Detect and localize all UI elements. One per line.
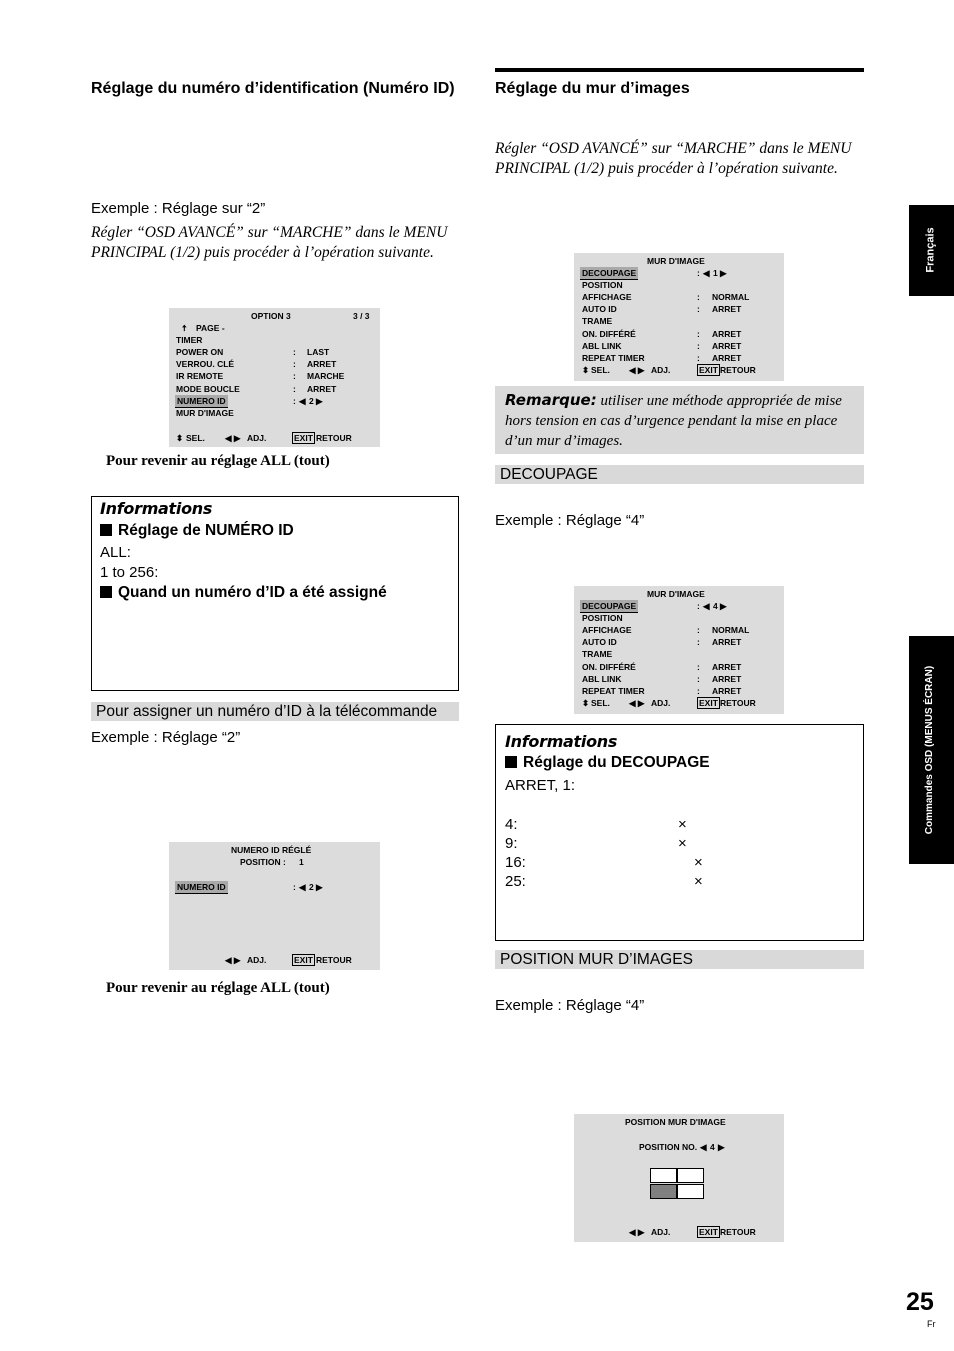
osd-position-value: 1 <box>299 857 304 867</box>
info-title: Informations <box>505 732 618 751</box>
osd-item-value: ARRET <box>712 637 742 647</box>
info-box-decoupage <box>495 724 864 941</box>
osd-item-value: ARRET <box>712 662 742 672</box>
info-box-numero-id <box>91 496 459 691</box>
osd-item-label-selected: DECOUPAGE <box>580 267 638 280</box>
bullet-square-icon <box>100 524 112 536</box>
osd-title: POSITION MUR D'IMAGE <box>625 1117 726 1127</box>
osd-adj: ADJ. <box>651 365 671 375</box>
arrow-right-icon: ▶ <box>720 268 727 278</box>
osd-mur-image-screen-1: MUR D'IMAGE DECOUPAGE : ◀ 1 ▶ POSITION AFFICHAGE : NORMAL AUTO ID : ARRET TRAME ON. DIFFÉRÉ : ARRET ABL LINK : ARRET REPEAT TIMER : ARRET ⬍ SEL. ◀ ▶ ADJ. EXIT RETOUR <box>574 253 784 381</box>
arrow-right-icon: ▶ <box>720 601 727 611</box>
osd-numero-id-screen: NUMERO ID RÉGLÉ POSITION : 1 NUMERO ID : ◀ 2 ▶ ◀ ▶ ADJ. EXIT RETOUR <box>169 842 380 970</box>
section-bar-position: POSITION MUR D’IMAGES <box>495 950 864 969</box>
bullet-square-icon <box>100 586 112 598</box>
osd-item-label: MODE BOUCLE <box>176 384 240 394</box>
osd-item-value: ARRET <box>712 686 742 696</box>
info-row-label: 16: <box>505 854 526 871</box>
osd-item-value: NORMAL <box>712 292 750 302</box>
up-down-icon: ⬍ <box>582 698 590 708</box>
return-all-note-1: Pour revenir au réglage ALL (tout) <box>106 453 330 469</box>
osd-item-label: ABL LINK <box>582 674 622 684</box>
section-bar-assign-id: Pour assigner un numéro d’ID à la télécommande <box>91 702 459 721</box>
arrow-right-icon: ▶ <box>718 1142 725 1152</box>
osd-item-value: ARRET <box>712 674 742 684</box>
osd-item-label: REPEAT TIMER <box>582 686 645 696</box>
remarque-text: Remarque: utiliser une méthode appropriée de mise hors tension en cas d’urgence pendant la mise en place d’un mur d’images. <box>505 391 842 449</box>
osd-retour: RETOUR <box>316 433 352 443</box>
osd-item-label-selected: NUMERO ID <box>175 881 228 894</box>
return-all-note-2: Pour revenir au réglage ALL (tout) <box>106 980 330 996</box>
left-heading: Réglage du numéro d’identification (Numéro ID) <box>91 80 455 97</box>
info-title: Informations <box>100 499 213 518</box>
top-rule <box>495 68 864 72</box>
osd-exit: EXIT <box>294 955 313 965</box>
osd-exit: EXIT <box>699 698 718 708</box>
wall-cell-2 <box>677 1168 704 1183</box>
osd-item-label: ON. DIFFÉRÉ <box>582 329 636 339</box>
wall-cell-4 <box>677 1184 704 1199</box>
osd-adj: ADJ. <box>651 698 671 708</box>
osd-item-value: 4 <box>713 601 718 611</box>
arrow-left-right-icon: ◀ ▶ <box>225 955 241 965</box>
osd-item-label: REPEAT TIMER <box>582 353 645 363</box>
osd-item-label: ON. DIFFÉRÉ <box>582 662 636 672</box>
info-item-2: Quand un numéro d’ID a été assigné <box>100 584 387 602</box>
osd-item-value: ARRET <box>307 384 337 394</box>
osd-item-label: POSITION <box>582 613 623 623</box>
left-example-1: Exemple : Réglage sur “2” <box>91 200 266 217</box>
info-row-mark: × <box>694 873 703 890</box>
right-example-3: Exemple : Réglage “4” <box>495 512 645 529</box>
osd-item-label: POWER ON <box>176 347 224 357</box>
wall-cell-3-selected <box>650 1184 677 1199</box>
osd-title: MUR D'IMAGE <box>647 589 705 599</box>
osd-item-label: IR REMOTE <box>176 371 224 381</box>
arrow-left-icon: ◀ <box>703 601 710 611</box>
info-arret: ARRET, 1: <box>505 777 576 794</box>
left-example-2: Exemple : Réglage “2” <box>91 729 241 746</box>
osd-option3-screen: OPTION 3 3 / 3 🠅 PAGE - TIMER POWER ON : LAST VERROU. CLÉ : ARRET IR REMOTE : MARCHE MODE BOUCLE : ARRET NUMERO ID : ◀ 2 ▶ MUR D'IMAGE ⬍ SEL. ◀ ▶ ADJ. EXIT RETOUR <box>169 308 380 447</box>
up-down-icon: ⬍ <box>582 365 590 375</box>
section-bar-decoupage: DECOUPAGE <box>495 465 864 484</box>
osd-item-value: LAST <box>307 347 330 357</box>
osd-item-label-selected: NUMERO ID <box>175 395 228 408</box>
remarque-box <box>495 386 864 454</box>
arrow-left-right-icon: ◀ ▶ <box>629 698 645 708</box>
osd-item-label-selected: DECOUPAGE <box>580 600 638 613</box>
arrow-left-icon: ◀ <box>299 882 306 892</box>
info-row-mark: × <box>678 816 687 833</box>
info-row-label: 4: <box>505 816 518 833</box>
osd-position-screen <box>574 1114 784 1242</box>
osd-adj: ADJ. <box>651 1227 671 1237</box>
bullet-square-icon <box>505 756 517 768</box>
osd-item-value: 2 <box>309 396 314 406</box>
arrow-left-icon: ◀ <box>700 1142 707 1152</box>
osd-item-label: TRAME <box>582 316 613 326</box>
arrow-right-icon: ▶ <box>316 396 323 406</box>
osd-item-label: ABL LINK <box>582 341 622 351</box>
osd-item-value: ARRET <box>307 359 337 369</box>
osd-position-label: POSITION : <box>240 857 286 867</box>
osd-retour: RETOUR <box>720 365 756 375</box>
osd-position-value: 4 <box>710 1142 715 1152</box>
osd-title: NUMERO ID RÉGLÉ <box>231 845 312 855</box>
osd-exit: EXIT <box>699 1227 718 1237</box>
page-language-code: Fr <box>927 1319 936 1329</box>
osd-item-label: AFFICHAGE <box>582 292 632 302</box>
page-up-icon: 🠅 <box>182 323 187 333</box>
osd-page-label: PAGE - <box>196 323 225 333</box>
info-row-label: 9: <box>505 835 518 852</box>
arrow-right-icon: ▶ <box>316 882 323 892</box>
arrow-left-right-icon: ◀ ▶ <box>225 433 241 443</box>
arrow-left-right-icon: ◀ ▶ <box>629 365 645 375</box>
osd-adj: ADJ. <box>247 955 267 965</box>
arrow-left-icon: ◀ <box>299 396 306 406</box>
osd-mur-image-screen-2: MUR D'IMAGE DECOUPAGE : ◀ 4 ▶ POSITION AFFICHAGE : NORMAL AUTO ID : ARRET TRAME ON. DIFFÉRÉ : ARRET ABL LINK : ARRET REPEAT TIMER : ARRET ⬍ SEL. ◀ ▶ ADJ. EXIT RETOUR <box>574 586 784 714</box>
osd-item-value: ARRET <box>712 329 742 339</box>
osd-item-label: VERROU. CLÉ <box>176 359 235 369</box>
osd-item-label: TIMER <box>176 335 203 345</box>
info-range: 1 to 256: <box>100 564 159 581</box>
osd-title: OPTION 3 <box>251 311 291 321</box>
info-item-1: Réglage de NUMÉRO ID <box>100 522 294 540</box>
side-tab-language-label: Français <box>924 227 937 273</box>
osd-item-label: MUR D'IMAGE <box>176 408 234 418</box>
osd-sel: SEL. <box>591 365 610 375</box>
osd-item-value: 1 <box>713 268 718 278</box>
side-tab-language <box>909 205 954 296</box>
osd-item-value: ARRET <box>712 304 742 314</box>
osd-exit: EXIT <box>294 433 313 443</box>
osd-item-label: POSITION <box>582 280 623 290</box>
osd-title: MUR D'IMAGE <box>647 256 705 266</box>
info-item: Réglage du DECOUPAGE <box>505 754 710 772</box>
osd-item-label: TRAME <box>582 649 613 659</box>
osd-page-number: 3 / 3 <box>353 311 370 321</box>
osd-item-value: MARCHE <box>307 371 345 381</box>
osd-item-label: AUTO ID <box>582 637 617 647</box>
arrow-left-icon: ◀ <box>703 268 710 278</box>
right-instruction: Régler “OSD AVANCÉ” sur “MARCHE” dans le MENU PRINCIPAL (1/2) puis procéder à l’opération suivante. <box>495 140 852 177</box>
right-heading: Réglage du mur d’images <box>495 80 690 97</box>
osd-retour: RETOUR <box>720 1227 756 1237</box>
osd-item-value: ARRET <box>712 353 742 363</box>
right-example-4: Exemple : Réglage “4” <box>495 997 645 1014</box>
remarque-label: Remarque: <box>505 391 597 409</box>
osd-item-label: AFFICHAGE <box>582 625 632 635</box>
osd-item-value: NORMAL <box>712 625 750 635</box>
osd-item-value: 2 <box>309 882 314 892</box>
osd-adj: ADJ. <box>247 433 267 443</box>
wall-cell-1 <box>650 1168 677 1183</box>
up-down-icon: ⬍ <box>176 433 184 443</box>
page-number: 25 <box>906 1288 934 1316</box>
side-tab-section <box>909 636 954 864</box>
info-row-mark: × <box>694 854 703 871</box>
osd-sel: SEL. <box>591 698 610 708</box>
osd-item-label: AUTO ID <box>582 304 617 314</box>
arrow-left-right-icon: ◀ ▶ <box>629 1227 645 1237</box>
info-row-label: 25: <box>505 873 526 890</box>
osd-sel: SEL. <box>186 433 205 443</box>
osd-retour: RETOUR <box>316 955 352 965</box>
osd-exit: EXIT <box>699 365 718 375</box>
left-instruction: Régler “OSD AVANCÉ” sur “MARCHE” dans le MENU PRINCIPAL (1/2) puis procéder à l’opération suivante. <box>91 224 448 261</box>
info-all: ALL: <box>100 544 131 561</box>
info-row-mark: × <box>678 835 687 852</box>
osd-item-value: ARRET <box>712 341 742 351</box>
osd-position-label: POSITION NO. <box>639 1142 698 1152</box>
side-tab-section-label: Commandes OSD (MENUS ÉCRAN) <box>924 665 935 835</box>
osd-retour: RETOUR <box>720 698 756 708</box>
